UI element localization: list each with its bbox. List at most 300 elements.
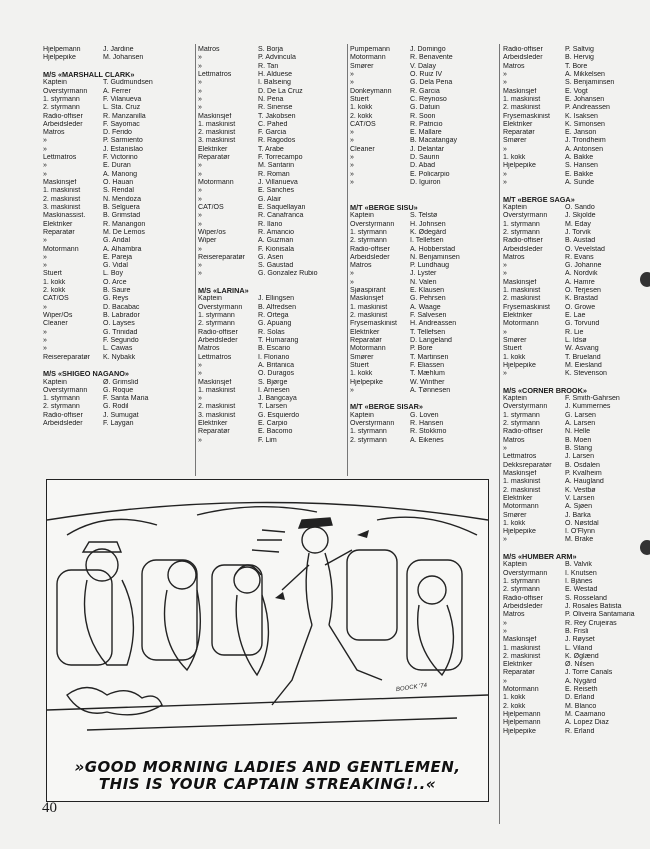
crew-row xyxy=(503,719,645,727)
crew-role: 3. maskinist xyxy=(198,411,236,419)
crew-name: A. Haugland xyxy=(565,478,604,486)
crew-name: C. Reynoso xyxy=(410,95,447,103)
crew-row xyxy=(198,295,346,303)
crew-row xyxy=(198,428,346,436)
crew-name: T. Jakobsen xyxy=(258,112,296,120)
crew-row xyxy=(350,63,498,71)
crew-row xyxy=(43,129,193,137)
crew-role: » xyxy=(503,79,507,87)
crew-role: Reparatør xyxy=(503,129,535,137)
crew-name: E. Bakke xyxy=(565,170,594,178)
crew-name: M. Johansen xyxy=(103,54,144,62)
crew-name: A. Manong xyxy=(103,170,138,178)
crew-name: R. Canafranca xyxy=(258,212,304,220)
crew-role: 3. maskinist xyxy=(198,137,236,145)
crew-role: 2. maskinist xyxy=(503,104,541,112)
crew-row xyxy=(503,728,645,736)
crew-row xyxy=(43,312,193,320)
crew-role: » xyxy=(198,245,202,253)
crew-name: F. Garcia xyxy=(258,129,287,137)
crew-row xyxy=(503,312,645,320)
crew-name: I. Tellefsen xyxy=(410,237,444,245)
crew-role: Overstyrmann xyxy=(503,569,548,577)
crew-role: Hjelpemann xyxy=(503,711,541,718)
crew-role: » xyxy=(43,336,47,344)
crew-name: G. Apuang xyxy=(258,320,292,328)
crew-row xyxy=(198,204,346,212)
column-divider xyxy=(499,44,500,824)
crew-row xyxy=(43,295,193,303)
crew-name: A. Mikkelsen xyxy=(565,70,605,78)
crew-row xyxy=(198,345,346,353)
crew-role: Radio-offiser xyxy=(198,328,238,336)
crew-role: Wiper xyxy=(198,237,217,245)
crew-role: » xyxy=(503,179,507,186)
crew-role: » xyxy=(503,536,507,544)
crew-row xyxy=(198,96,346,104)
crew-role: » xyxy=(43,262,47,270)
crew-name: K. Simonsen xyxy=(565,120,605,128)
crew-row xyxy=(503,694,645,702)
crew-row xyxy=(503,146,645,154)
crew-name: G. Datuin xyxy=(410,104,440,112)
crew-row xyxy=(198,337,346,345)
crew-role: » xyxy=(350,79,354,87)
crew-name: Ø. Grimslid xyxy=(103,378,139,386)
crew-role: » xyxy=(350,170,354,178)
crew-name: G. Pehrsen xyxy=(410,295,446,303)
crew-name: M. Brake xyxy=(565,536,594,544)
crew-row xyxy=(43,162,193,170)
cartoon-drawing xyxy=(47,480,488,801)
crew-role: Arbeidsleder xyxy=(503,602,543,610)
crew-role: » xyxy=(198,104,202,112)
crew-row xyxy=(198,262,346,270)
binder-hole xyxy=(640,272,650,287)
crew-row xyxy=(198,46,346,54)
crew-row xyxy=(350,428,498,436)
crew-name: B. Macatangay xyxy=(410,137,458,145)
crew-role: Dekksreparatør xyxy=(503,461,552,469)
crew-role: CAT/OS xyxy=(43,295,69,303)
crew-name: I. Bjånes xyxy=(565,578,593,585)
crew-name: S. Gaustad xyxy=(258,262,294,270)
crew-row xyxy=(350,362,498,370)
crew-role: Elektriker xyxy=(503,494,533,502)
crew-role: 1. kokk xyxy=(503,519,526,527)
crew-row xyxy=(503,428,645,436)
crew-name: S. Bjørge xyxy=(258,378,288,386)
crew-role: Matros xyxy=(350,262,372,270)
crew-role: » xyxy=(503,262,507,270)
crew-role: Radio-offiser xyxy=(503,237,543,245)
crew-role: » xyxy=(350,386,354,394)
crew-role: Pumpemann xyxy=(350,46,390,53)
crew-role: Motormann xyxy=(503,686,539,694)
crew-row xyxy=(503,171,645,179)
crew-role: » xyxy=(198,436,202,444)
crew-name: J. Domingo xyxy=(410,46,446,53)
crew-role: Arbeidsleder xyxy=(43,420,83,428)
crew-role: » xyxy=(198,87,202,95)
crew-name: O. Sando xyxy=(565,203,595,211)
crew-name: H. Alduese xyxy=(258,70,293,78)
crew-row xyxy=(350,262,498,270)
crew-role: » xyxy=(350,278,354,286)
crew-row xyxy=(503,636,645,644)
crew-role: CAT/OS xyxy=(350,120,376,128)
crew-role: Motormann xyxy=(503,503,539,511)
crew-role: Stuert xyxy=(43,270,62,278)
binder-hole xyxy=(640,540,650,555)
cartoon-illustration xyxy=(46,479,489,802)
crew-role: » xyxy=(350,270,354,278)
crew-name: F. Salvesen xyxy=(410,312,447,319)
crew-name: A. Sjøen xyxy=(565,503,593,511)
crew-row xyxy=(43,121,193,129)
crew-role: » xyxy=(198,212,202,220)
crew-name: G. Reys xyxy=(103,295,129,303)
crew-row xyxy=(503,104,645,112)
crew-role: » xyxy=(503,445,507,452)
crew-name: O. Nøstdal xyxy=(565,519,599,527)
crew-name: G. Andal xyxy=(103,237,131,245)
crew-role: » xyxy=(503,170,507,178)
crew-role: » xyxy=(198,395,202,403)
crew-name: J. Røyset xyxy=(565,636,595,644)
crew-name: K. Vestbø xyxy=(565,486,596,494)
crew-role: 1. styrmann xyxy=(350,228,387,236)
crew-row xyxy=(503,154,645,162)
crew-row xyxy=(503,279,645,287)
crew-row xyxy=(503,678,645,686)
crew-name: S. Borja xyxy=(258,46,284,53)
crew-name: F. Vilanueva xyxy=(103,95,142,103)
crew-row xyxy=(503,645,645,653)
crew-row xyxy=(503,420,645,428)
crew-row xyxy=(350,137,498,145)
crew-name: A. Eikenes xyxy=(410,436,444,444)
crew-name: G. Trinidad xyxy=(103,328,138,336)
crew-name: P. Andreassen xyxy=(565,104,610,112)
crew-name: F. Kionisala xyxy=(258,245,295,253)
crew-name: D. Ferido xyxy=(103,129,132,137)
crew-name: E. Johansen xyxy=(565,95,605,103)
crew-row xyxy=(198,362,346,370)
crew-role: 2. styrmann xyxy=(350,237,387,245)
crew-row xyxy=(350,162,498,170)
crew-row xyxy=(503,329,645,337)
crew-row xyxy=(503,686,645,694)
crew-row xyxy=(198,88,346,96)
crew-name: O. Layses xyxy=(103,320,135,328)
crew-role: Maskinsjef xyxy=(350,295,384,303)
crew-row xyxy=(43,262,193,270)
crew-role: » xyxy=(43,237,47,245)
crew-role: Hjelpepike xyxy=(503,727,536,735)
crew-role: 2. styrmann xyxy=(503,420,540,428)
crew-role: Kaptein xyxy=(503,561,527,569)
crew-row xyxy=(503,54,645,62)
crew-role: 1. styrmann xyxy=(198,312,235,319)
crew-name: E. Sanches xyxy=(258,187,295,195)
crew-role: 2. kokk xyxy=(43,287,66,295)
crew-role: Motormann xyxy=(43,245,79,253)
crew-role: » xyxy=(350,70,354,78)
crew-role: » xyxy=(350,162,354,170)
crew-name: J. Torvik xyxy=(565,228,591,236)
crew-role: Kaptein xyxy=(503,203,527,211)
crew-row xyxy=(503,470,645,478)
crew-role: Radio-offiser xyxy=(43,112,83,120)
crew-role: Elektriker xyxy=(43,220,73,228)
crew-row xyxy=(503,611,645,619)
caption-line-2: THIS IS YOUR CAPTAIN STREAKING!..« xyxy=(98,775,437,793)
crew-role: Maskinsjef xyxy=(198,378,232,386)
crew-name: J. Barka xyxy=(565,511,591,519)
crew-name: G. Esquierdo xyxy=(258,411,300,419)
crew-role: Smører xyxy=(503,137,527,145)
crew-role: 2. maskinist xyxy=(198,403,236,411)
crew-name: B. Alfredsen xyxy=(258,303,296,311)
crew-name: D. Langeland xyxy=(410,336,452,344)
crew-row xyxy=(350,295,498,303)
crew-row xyxy=(198,412,346,420)
crew-row xyxy=(350,320,498,328)
cartoon-caption xyxy=(47,759,488,793)
crew-name: A. Nygård xyxy=(565,677,597,685)
crew-name: O. Terjesen xyxy=(565,287,601,295)
crew-row xyxy=(198,254,346,262)
crew-name: A. Larsen xyxy=(565,420,596,428)
crew-column-4 xyxy=(503,46,645,736)
crew-role: » xyxy=(503,677,507,685)
crew-name: J. Torre Canals xyxy=(565,669,613,677)
crew-name: R. Amancio xyxy=(258,228,295,236)
crew-role: Maskinsjef xyxy=(43,179,77,186)
crew-row xyxy=(198,187,346,195)
crew-role: Matros xyxy=(198,345,220,353)
crew-role: Matros xyxy=(43,129,65,137)
crew-role: 1. kokk xyxy=(350,104,373,112)
crew-row xyxy=(198,387,346,395)
crew-row xyxy=(350,337,498,345)
crew-name: O. Duragos xyxy=(258,370,295,378)
crew-name: K. Brastad xyxy=(565,295,598,303)
crew-role: » xyxy=(198,361,202,369)
crew-role: Matros xyxy=(503,611,525,619)
crew-row xyxy=(43,246,193,254)
crew-row xyxy=(503,453,645,461)
crew-row xyxy=(503,254,645,262)
crew-row xyxy=(198,221,346,229)
crew-name: O. Ruiz IV xyxy=(410,70,443,78)
crew-role: Reparatør xyxy=(43,228,75,236)
crew-name: R. Roman xyxy=(258,170,290,178)
crew-role: » xyxy=(43,328,47,336)
crew-name: J. Trondheim xyxy=(565,137,606,145)
crew-row xyxy=(198,437,346,445)
crew-name: D. Saurin xyxy=(410,154,440,162)
crew-role: » xyxy=(198,162,202,170)
crew-name: M. Caamano xyxy=(565,711,606,718)
crew-name: A. Antonsen xyxy=(565,145,604,153)
crew-row xyxy=(43,403,193,411)
crew-row xyxy=(43,104,193,112)
crew-role: » xyxy=(198,170,202,178)
crew-name: G. Rodil xyxy=(103,403,129,411)
crew-row xyxy=(43,345,193,353)
crew-row xyxy=(43,337,193,345)
crew-role: 2. styrmann xyxy=(43,104,80,112)
crew-name: N. Mendoza xyxy=(103,195,141,203)
crew-role: Sjøaspirant xyxy=(350,287,386,295)
crew-name: R. Soon xyxy=(410,112,436,120)
crew-name: T. Arabe xyxy=(258,145,284,153)
crew-name: S. Rosseland xyxy=(565,594,607,602)
crew-name: F. Sayomac xyxy=(103,120,140,128)
crew-role: » xyxy=(43,303,47,311)
crew-role: 1. kokk xyxy=(503,694,526,702)
crew-role: Reiserepаratør xyxy=(43,353,90,361)
crew-row xyxy=(43,88,193,96)
crew-row xyxy=(503,711,645,719)
crew-name: I. Knutsen xyxy=(565,569,597,577)
crew-row xyxy=(43,237,193,245)
ship-heading: M/S «LARINA» xyxy=(198,286,249,296)
crew-name: I. O'Flynn xyxy=(565,528,595,536)
crew-name: T. Gudmundsen xyxy=(103,79,153,87)
crew-role: Motormann xyxy=(350,54,386,62)
crew-role: Maskinassist. xyxy=(43,212,86,220)
column-divider xyxy=(347,44,348,476)
crew-role: Frysemaskinist xyxy=(503,303,550,311)
crew-role: Matros xyxy=(503,253,525,261)
crew-role: Overstyrmann xyxy=(198,303,243,311)
crew-row xyxy=(350,88,498,96)
crew-role: » xyxy=(350,179,354,186)
crew-name: P. Saltvig xyxy=(565,46,594,53)
crew-row xyxy=(350,312,498,320)
crew-name: A. Waage xyxy=(410,303,441,311)
crew-name: E. Janson xyxy=(565,129,597,137)
crew-name: R. Solas xyxy=(258,328,285,336)
crew-role: » xyxy=(198,62,202,70)
crew-role: 1. styrmann xyxy=(350,428,387,436)
crew-column-2 xyxy=(198,46,346,445)
crew-role: » xyxy=(503,70,507,78)
crew-role: Hjelpemann xyxy=(503,719,541,727)
crew-role: » xyxy=(43,137,47,145)
crew-name: S. Telstø xyxy=(410,212,438,220)
crew-name: A. Lopez Diaz xyxy=(565,719,609,727)
crew-name: G. Loven xyxy=(410,411,439,419)
crew-row xyxy=(503,270,645,278)
crew-name: P. Oliveira Santamaria xyxy=(565,611,635,619)
crew-name: N. Benjaminsen xyxy=(410,253,460,261)
crew-role: » xyxy=(43,162,47,170)
crew-row xyxy=(350,270,498,278)
crew-name: J. Sumugat xyxy=(103,411,139,419)
crew-role: » xyxy=(503,328,507,336)
crew-role: 1. kokk xyxy=(43,278,66,286)
crew-row xyxy=(503,362,645,370)
crew-role: » xyxy=(198,54,202,62)
crew-role: Arbeidsleder xyxy=(503,54,543,62)
crew-role: 1. kokk xyxy=(350,370,373,378)
crew-row xyxy=(198,171,346,179)
crew-name: W. Winther xyxy=(410,378,445,386)
crew-row xyxy=(503,412,645,420)
crew-role: » xyxy=(198,79,202,87)
ship-heading: M/T «BERGE SISU» xyxy=(350,202,418,212)
crew-name: E. Carpio xyxy=(258,420,288,428)
crew-row xyxy=(43,395,193,403)
crew-role: Kaptein xyxy=(43,378,67,386)
crew-name: A. Hobberstad xyxy=(410,245,456,253)
crew-row xyxy=(350,237,498,245)
crew-name: J. Bangcaya xyxy=(258,395,297,403)
crew-role: Smører xyxy=(503,336,527,344)
crew-row xyxy=(43,96,193,104)
crew-name: F. Smith-Gahrsen xyxy=(565,395,620,403)
crew-role: Lettmatros xyxy=(198,353,232,361)
crew-name: D. Erland xyxy=(565,694,595,702)
crew-name: G. Larsen xyxy=(565,411,596,419)
crew-role: Arbeidsleder xyxy=(503,245,543,253)
crew-role: Hjelpemann xyxy=(43,46,81,53)
crew-row xyxy=(350,96,498,104)
crew-role: Hjelpepike xyxy=(503,361,536,369)
crew-row xyxy=(503,71,645,79)
crew-row xyxy=(350,412,498,420)
crew-name: B. Selguera xyxy=(103,203,140,211)
crew-row xyxy=(503,561,645,569)
crew-row xyxy=(503,204,645,212)
crew-role: 2. styrmann xyxy=(503,228,540,236)
crew-row xyxy=(43,320,193,328)
ship-heading: M/S «SHIGEO NAGANO» xyxy=(43,369,129,379)
crew-name: L. Cawas xyxy=(103,345,133,353)
crew-name: N. Helle xyxy=(565,428,591,436)
crew-name: E. Vogt xyxy=(565,87,588,95)
crew-role: Kaptein xyxy=(503,395,527,403)
crew-role: 1. maskinist xyxy=(503,287,541,295)
crew-role: 1. maskinist xyxy=(503,95,541,103)
crew-role: » xyxy=(503,145,507,153)
crew-role: Elektriker xyxy=(198,145,228,153)
crew-name: E. Policarpio xyxy=(410,170,450,178)
crew-row xyxy=(503,96,645,104)
crew-name: S. Rendal xyxy=(103,187,134,195)
crew-name: M. Blanco xyxy=(565,702,597,710)
crew-name: B. Moen xyxy=(565,436,592,444)
crew-row xyxy=(350,345,498,353)
crew-role: Elektriker xyxy=(503,661,533,669)
crew-name: T. Larsen xyxy=(258,403,287,411)
crew-name: K. Øglænd xyxy=(565,652,599,660)
crew-name: C. Pahed xyxy=(258,120,288,128)
crew-role: 2. maskinist xyxy=(43,195,81,203)
crew-role: Matros xyxy=(503,62,525,70)
crew-role: » xyxy=(350,129,354,137)
crew-name: D. Iguiron xyxy=(410,179,441,186)
crew-role: Elektriker xyxy=(503,120,533,128)
crew-name: B. Saure xyxy=(103,287,131,295)
crew-role: Maskinsjef xyxy=(503,636,537,644)
crew-name: K. Ødegård xyxy=(410,228,447,236)
crew-row xyxy=(503,462,645,470)
